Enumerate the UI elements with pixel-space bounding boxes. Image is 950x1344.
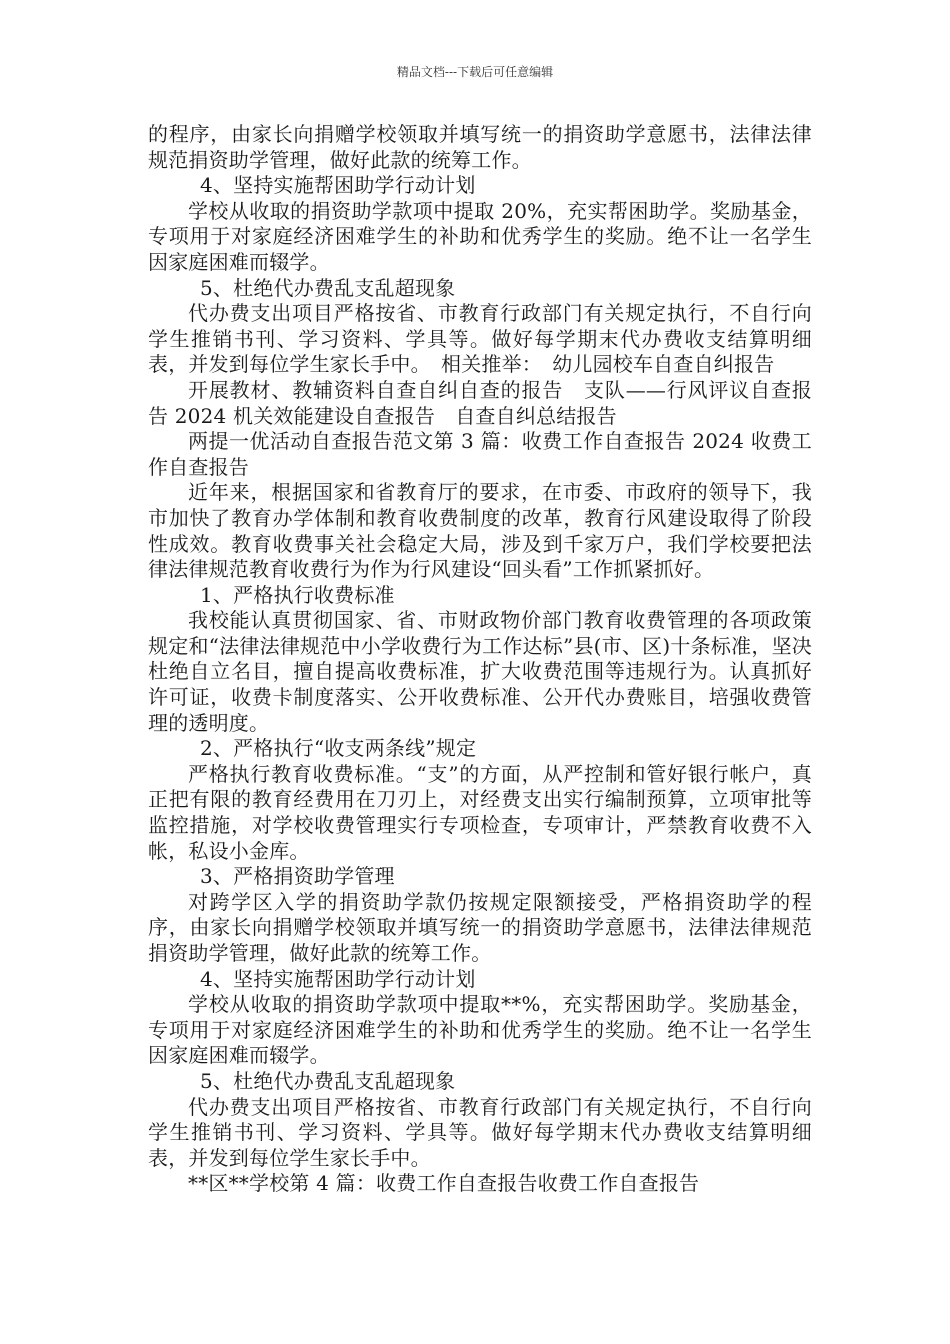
section-heading: 4、坚持实施帮困助学行动计划 xyxy=(200,966,476,991)
section-heading: 3、严格捐资助学管理 xyxy=(200,864,395,889)
paragraph: 代办费支出项目严格按省、市教育行政部门有关规定执行，不自行向学生推销书刊、学习资料、学具等。做好每学期末代办费收支结算明细表，并发到每位学生家长手中。 xyxy=(148,1094,812,1170)
section-heading: 5、杜绝代办费乱支乱超现象 xyxy=(200,275,456,300)
section-heading: 4、坚持实施帮困助学行动计划 xyxy=(200,173,476,198)
section-heading: 2、严格执行“收支两条线”规定 xyxy=(200,736,477,761)
page-header-note: 精品文档---下载后可任意编辑 xyxy=(396,65,554,79)
document-body xyxy=(148,122,812,1197)
paragraph: 的程序，由家长向捐赠学校领取并填写统一的捐资助学意愿书，法律法律规范捐资助学管理，做好此款的统筹工作。 xyxy=(148,122,812,172)
paragraph: 开展教材、教辅资料自查自纠自查的报告 支队——行风评议自查报告 2024 机关效能建设自查报告 自查自纠总结报告 xyxy=(148,377,812,428)
section-heading: 5、杜绝代办费乱支乱超现象 xyxy=(200,1068,456,1093)
paragraph: 严格执行教育收费标准。“支”的方面，从严控制和管好银行帐户，真正把有限的教育经费用在刀刃上，对经费支出实行编制预算，立项审批等监控措施，对学校收费管理实行专项检查，专项审计，严禁教育收费不入帐，私设小金库。 xyxy=(148,761,812,863)
paragraph: 我校能认真贯彻国家、省、市财政物价部门教育收费管理的各项政策规定和“法律法律规范中小学收费行为工作达标”县(市、区)十条标准，坚决杜绝自立名目，擅自提高收费标准，扩大收费范围等违规行为。认真抓好许可证，收费卡制度落实、公开收费标准、公开代办费账目，培强收费管理的透明度。 xyxy=(148,608,812,735)
paragraph: 学校从收取的捐资助学款项中提取**%，充实帮困助学。奖励基金，专项用于对家庭经济困难学生的补助和优秀学生的奖励。绝不让一名学生因家庭困难而辍学。 xyxy=(148,992,812,1068)
paragraph: 两提一优活动自查报告范文第 3 篇：收费工作自查报告 2024 收费工作自查报告 xyxy=(148,429,812,479)
paragraph: 对跨学区入学的捐资助学款仍按规定限额接受，严格捐资助学的程序，由家长向捐赠学校领取并填写统一的捐资助学意愿书，法律法律规范捐资助学管理，做好此款的统筹工作。 xyxy=(148,889,812,965)
section-heading: 1、严格执行收费标准 xyxy=(200,582,395,607)
paragraph: **区**学校第 4 篇：收费工作自查报告收费工作自查报告 xyxy=(188,1171,700,1196)
paragraph: 近年来，根据国家和省教育厅的要求，在市委、市政府的领导下，我市加快了教育办学体制和教育收费制度的改革，教育行风建设取得了阶段性成效。教育收费事关社会稳定大局，涉及到千家万户，我们学校要把法律法律规范教育收费行为作为行风建设“回头看”工作抓紧抓好。 xyxy=(148,480,812,582)
paragraph: 代办费支出项目严格按省、市教育行政部门有关规定执行，不自行向学生推销书刊、学习资料、学具等。做好每学期末代办费收支结算明细表，并发到每位学生家长手中。 相关推举： 幼儿园校车自查自纠报告 xyxy=(148,301,812,377)
paragraph: 学校从收取的捐资助学款项中提取 20%，充实帮困助学。奖励基金，专项用于对家庭经济困难学生的补助和优秀学生的奖励。绝不让一名学生因家庭困难而辍学。 xyxy=(148,198,812,274)
